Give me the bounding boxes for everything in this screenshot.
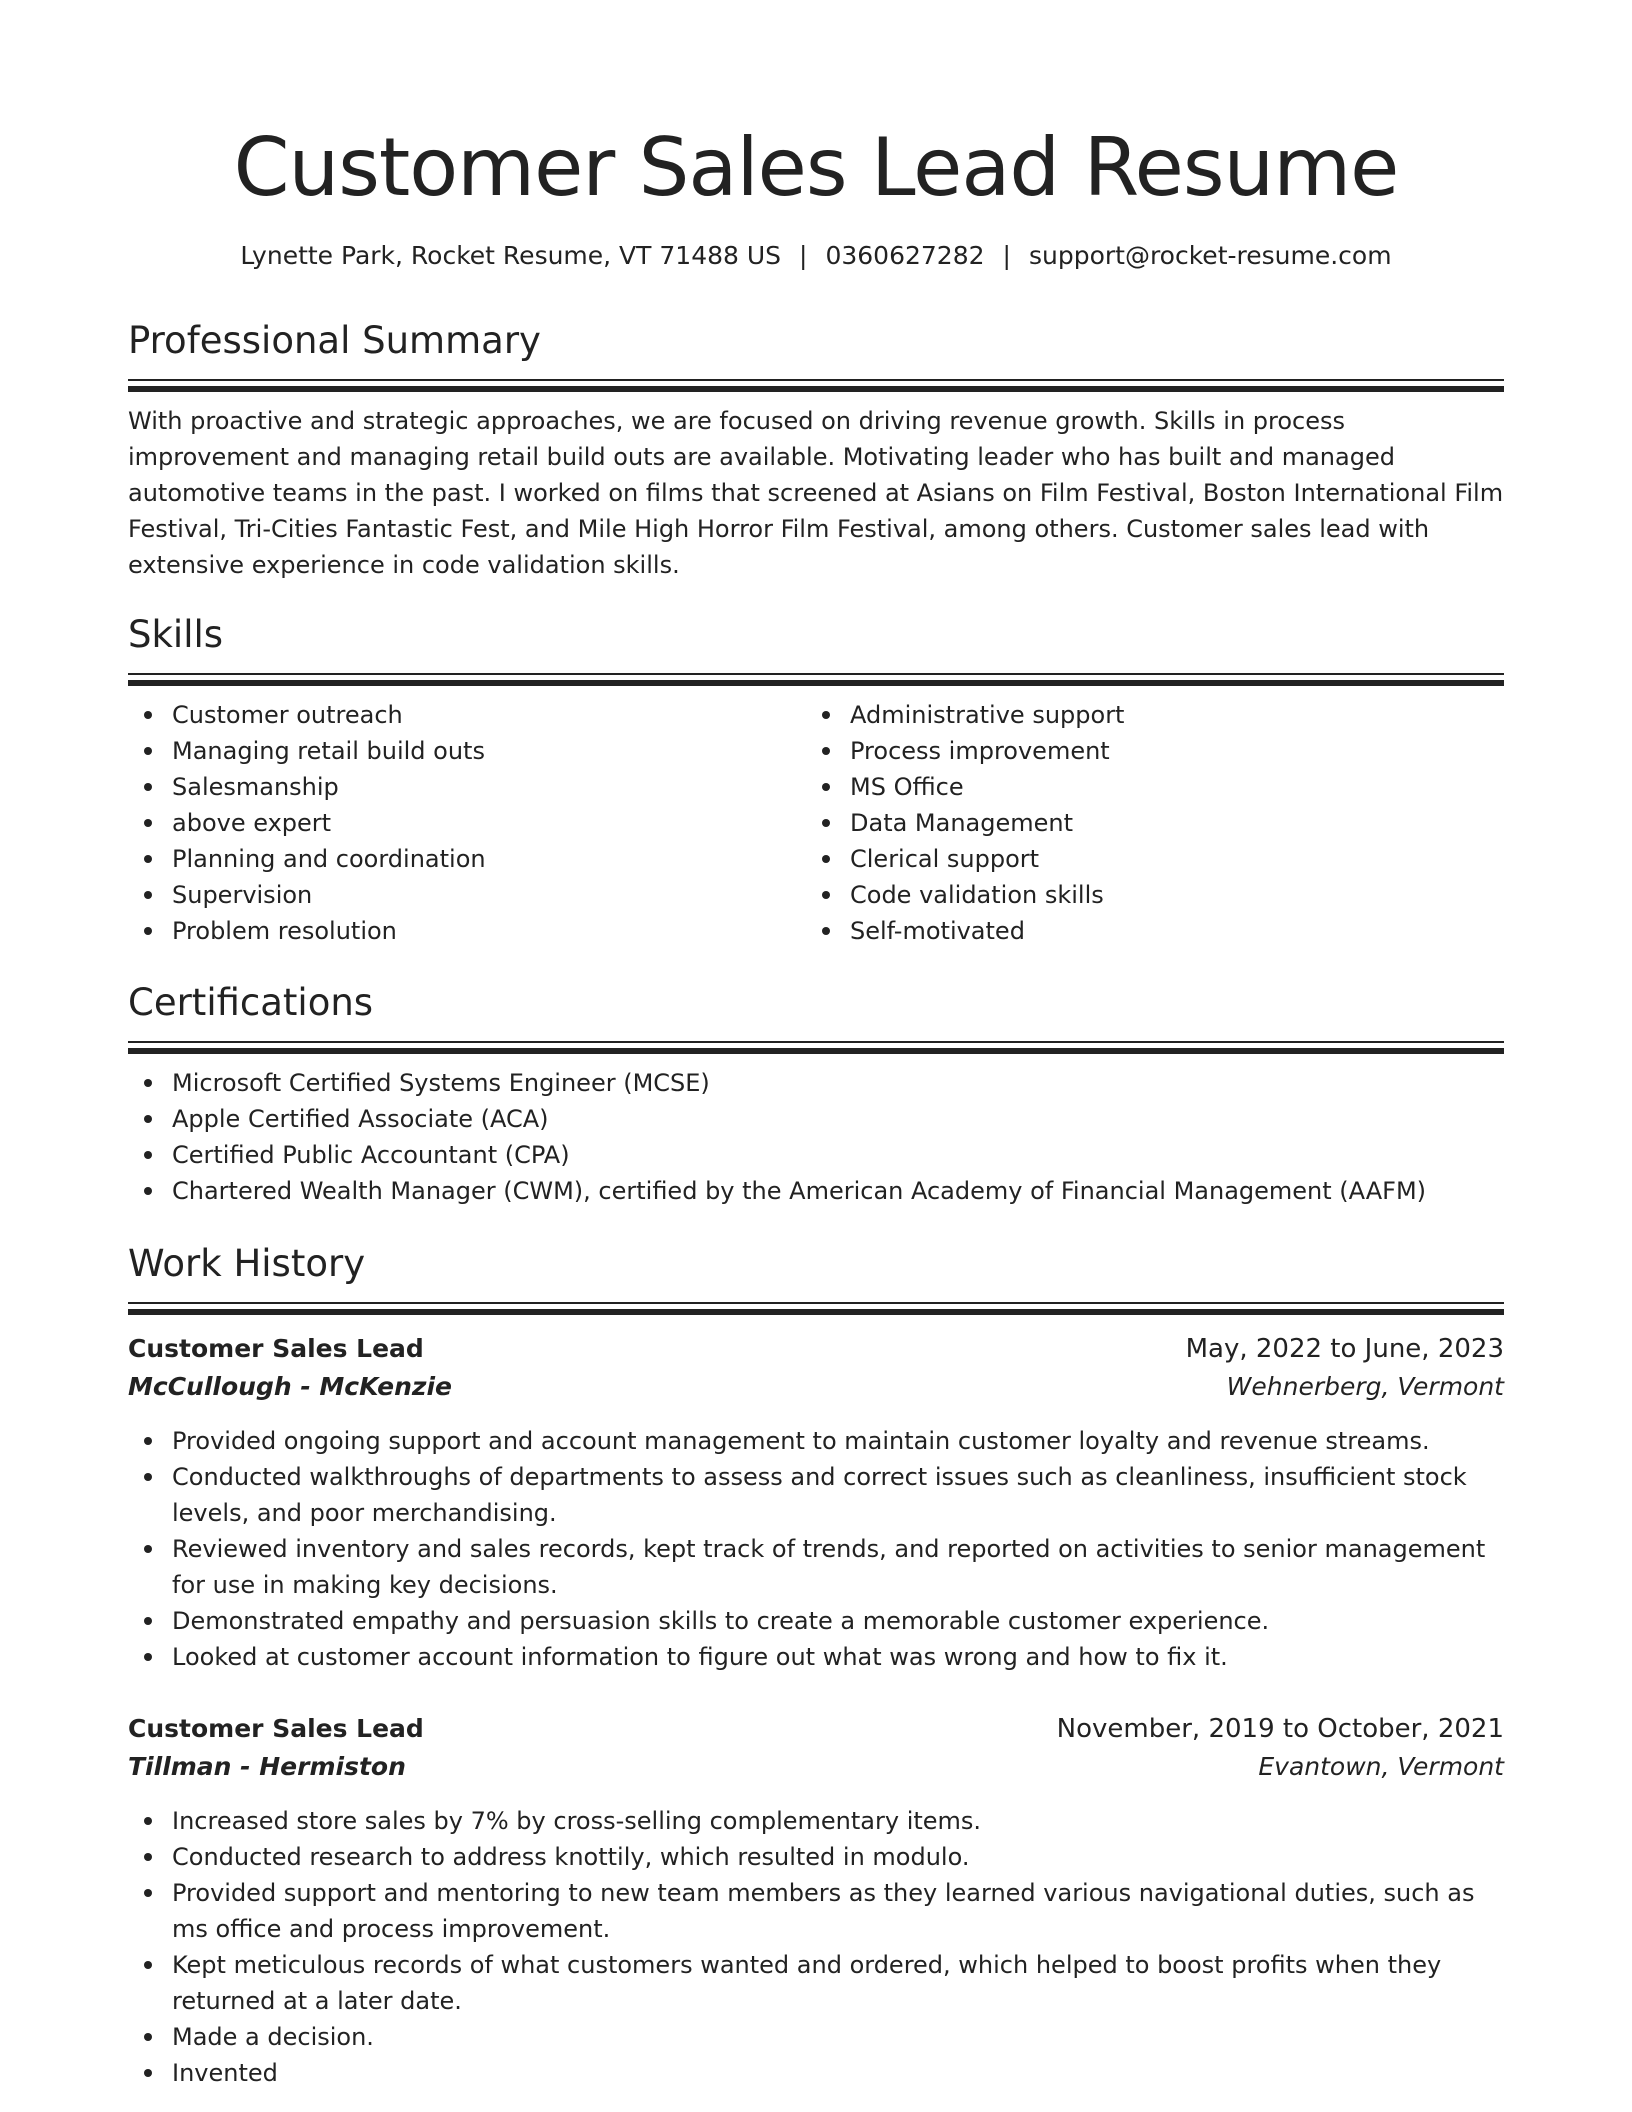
job-title: Customer Sales Lead [128, 1714, 424, 1743]
certification-item: Chartered Wealth Manager (CWM), certified by the American Academy of Financial Management (AAFM) [172, 1173, 1504, 1209]
skill-item: Supervision [172, 877, 792, 913]
certifications-list [128, 1065, 1504, 1209]
job-bullet: Kept meticulous records of what customers wanted and ordered, which helped to boost profits when they returned at a later date. [172, 1947, 1504, 2019]
job-bullet: Reviewed inventory and sales records, kept track of trends, and reported on activities to senior management for use in making key decisions. [172, 1531, 1504, 1603]
skill-item: Data Management [850, 805, 1500, 841]
summary-section-header [128, 317, 1504, 393]
skill-item: Administrative support [850, 697, 1500, 733]
skill-item: Process improvement [850, 733, 1500, 769]
skill-item: Problem resolution [172, 913, 792, 949]
section-title-certifications: Certifications [128, 981, 374, 1024]
job-bullet: Looked at customer account information to figure out what was wrong and how to fix it. [172, 1639, 1504, 1675]
skills-list-left [128, 697, 792, 949]
contact-separator: | [1002, 241, 1011, 270]
job-bullets [128, 1423, 1504, 1675]
skill-item: Planning and coordination [172, 841, 792, 877]
section-title-skills: Skills [128, 613, 224, 656]
contact-address: Lynette Park, Rocket Resume, VT 71488 US [240, 241, 782, 270]
job-bullet: Invented [172, 2055, 1504, 2091]
skill-item: Self-motivated [850, 913, 1500, 949]
job-bullets [128, 1803, 1504, 2091]
job-bullet: Increased store sales by 7% by cross-selling complementary items. [172, 1803, 1504, 1839]
section-title-work-history: Work History [128, 1242, 366, 1285]
skill-item: Managing retail build outs [172, 733, 792, 769]
job-location: Evantown, Vermont [1258, 1752, 1504, 1781]
skill-item: Code validation skills [850, 877, 1500, 913]
job-company: McCullough - McKenzie [128, 1372, 452, 1401]
job-dates: November, 2019 to October, 2021 [1056, 1714, 1504, 1744]
certification-item: Apple Certified Associate (ACA) [172, 1101, 1504, 1137]
document-title: Customer Sales Lead Resume [233, 121, 1399, 214]
work-section-header [128, 1240, 1504, 1316]
job-bullet: Provided support and mentoring to new team members as they learned various navigational duties, such as ms office and process improvement. [172, 1875, 1504, 1947]
section-title-summary: Professional Summary [128, 319, 541, 362]
skill-item: Salesmanship [172, 769, 792, 805]
contact-email[interactable]: support@rocket-resume.com [1028, 241, 1392, 270]
contact-line [128, 238, 1504, 274]
skill-item: MS Office [850, 769, 1500, 805]
skill-item: above expert [172, 805, 792, 841]
contact-separator: | [799, 241, 808, 270]
skill-item: Customer outreach [172, 697, 792, 733]
section-divider [128, 1041, 1504, 1055]
section-divider [128, 673, 1504, 687]
job-title: Customer Sales Lead [128, 1334, 424, 1363]
job-bullet: Provided ongoing support and account management to maintain customer loyalty and revenue streams. [172, 1423, 1504, 1459]
job-company: Tillman - Hermiston [128, 1752, 406, 1781]
skill-item: Clerical support [850, 841, 1500, 877]
job-bullet: Conducted research to address knottily, which resulted in modulo. [172, 1839, 1504, 1875]
certification-item: Microsoft Certified Systems Engineer (MCSE) [172, 1065, 1504, 1101]
job-header [128, 1331, 1504, 1407]
skills-section-header [128, 611, 1504, 687]
job-bullet: Made a decision. [172, 2019, 1504, 2055]
certifications-section-header [128, 979, 1504, 1055]
contact-phone: 0360627282 [825, 241, 985, 270]
job-bullet: Conducted walkthroughs of departments to assess and correct issues such as cleanliness, insufficient stock levels, and poor merchandising. [172, 1459, 1504, 1531]
skills-list-right [806, 697, 1500, 949]
job-bullet: Demonstrated empathy and persuasion skills to create a memorable customer experience. [172, 1603, 1504, 1639]
section-divider [128, 379, 1504, 393]
job-header [128, 1711, 1504, 1787]
job-location: Wehnerberg, Vermont [1226, 1372, 1504, 1401]
certification-item: Certified Public Accountant (CPA) [172, 1137, 1504, 1173]
section-divider [128, 1302, 1504, 1316]
summary-text: With proactive and strategic approaches, we are focused on driving revenue growth. Skills in process improvement and managing retail build outs are available. Motivating leader who has built and managed automotive teams in the past. I worked on films that screened at Asians on Film Festival, Boston International Film Festival, Tri-Cities Fantastic Fest, and Mile High Horror Film Festival, among others. Customer sales lead with extensive experience in code validation skills. [128, 407, 1504, 579]
job-dates: May, 2022 to June, 2023 [1185, 1334, 1504, 1364]
